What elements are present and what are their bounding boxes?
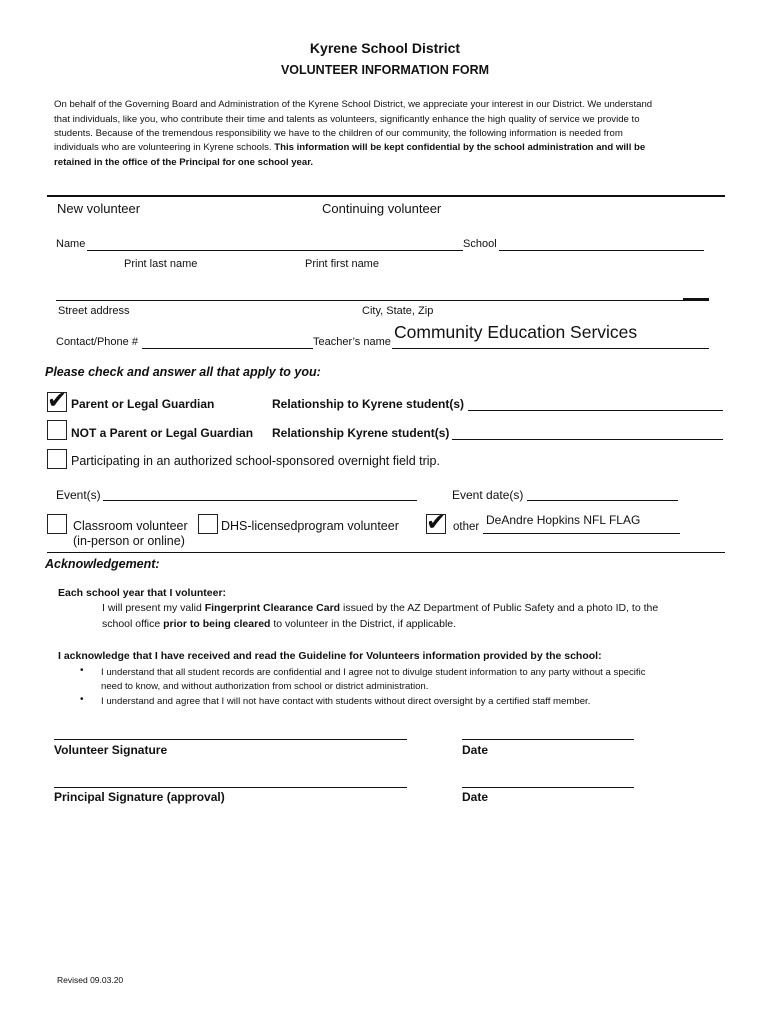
principal-date-label: Date <box>462 790 489 804</box>
other-field[interactable] <box>483 533 680 534</box>
parent-relationship-label: Relationship to Kyrene student(s) <box>272 397 465 411</box>
classroom-volunteer-checkbox[interactable] <box>47 514 67 534</box>
fingerprint-bold: Fingerprint Clearance Card <box>204 602 341 614</box>
volunteer-signature-label: Volunteer Signature <box>54 743 168 757</box>
name-field[interactable] <box>87 250 463 251</box>
volunteer-signature-field[interactable] <box>54 739 407 740</box>
event-dates-label: Event date(s) <box>452 488 524 502</box>
intro-line: that individuals, like you, who contribute their time and talents as volunteers, significantly enhance the high quality of service we provide to <box>54 114 640 125</box>
parent-relationship-field[interactable] <box>468 410 723 411</box>
bullet-text: need to know, and without authorization from school or district administration. <box>101 681 429 692</box>
not-parent-relationship-field[interactable] <box>452 439 723 440</box>
teacher-name-field[interactable] <box>392 348 709 349</box>
address-field[interactable] <box>56 300 709 301</box>
address-field-end <box>683 298 709 300</box>
revised-date: Revised 09.03.20 <box>57 975 124 985</box>
principal-signature-field[interactable] <box>54 787 407 788</box>
contact-phone-field[interactable] <box>142 348 313 349</box>
check-mark-icon: ✔ <box>426 508 447 536</box>
intro-text: individuals who are volunteering in Kyrene schools. <box>54 142 275 153</box>
events-label: Event(s) <box>56 488 101 502</box>
acknowledgement-heading: Acknowledgement: <box>45 557 160 571</box>
name-label: Name <box>56 238 86 250</box>
each-year-heading: Each school year that I volunteer: <box>58 587 227 599</box>
dhs-program-label: DHS-licensedprogram volunteer <box>221 519 399 533</box>
section-divider <box>47 195 725 197</box>
event-dates-field[interactable] <box>527 500 678 501</box>
intro-line <box>54 142 645 153</box>
bullet-text: I understand that all student records are confidential and I agree not to divulge student information to any party without a specific <box>101 667 646 678</box>
school-label: School <box>463 238 497 250</box>
guideline-acknowledgement: I acknowledge that I have received and read the Guideline for Volunteers information provided by the school: <box>58 650 602 662</box>
bullet-icon: • <box>80 665 84 676</box>
principal-date-field[interactable] <box>462 787 634 788</box>
bullet-icon: • <box>80 694 84 705</box>
intro-bold-text: This information will be kept confidential by the school administration and will be <box>274 142 646 153</box>
continuing-volunteer-option[interactable]: Continuing volunteer <box>322 201 442 216</box>
not-parent-relationship-label: Relationship Kyrene student(s) <box>272 426 450 440</box>
form-title: VOLUNTEER INFORMATION FORM <box>280 63 490 77</box>
dhs-program-checkbox[interactable] <box>198 514 218 534</box>
street-address-label: Street address <box>58 305 130 317</box>
teacher-name-label: Teacher’s name <box>313 336 391 348</box>
volunteer-date-label: Date <box>462 743 489 757</box>
not-parent-checkbox[interactable] <box>47 420 67 440</box>
other-value[interactable]: DeAndre Hopkins NFL FLAG <box>486 513 641 527</box>
field-trip-label: Participating in an authorized school-sponsored overnight field trip. <box>71 454 440 468</box>
field-trip-checkbox[interactable] <box>47 449 67 469</box>
check-mark-icon: ✔ <box>47 386 68 414</box>
principal-signature-label: Principal Signature (approval) <box>54 790 225 804</box>
fingerprint-line-2 <box>102 618 456 630</box>
volunteer-date-field[interactable] <box>462 739 634 740</box>
intro-line: students. Because of the tremendous responsibility we have to the children of our community, the following information is needed from <box>54 128 623 139</box>
section-divider <box>47 552 725 553</box>
intro-line: On behalf of the Governing Board and Administration of the Kyrene School District, we appreciate your interest in our District. We understand <box>54 99 653 110</box>
district-title: Kyrene School District <box>309 40 461 56</box>
other-label: other <box>453 521 480 533</box>
fingerprint-text: issued by the AZ Department of Public Safety and a photo ID, to the <box>340 602 659 614</box>
not-parent-label: NOT a Parent or Legal Guardian <box>71 426 254 440</box>
fingerprint-text: school office <box>102 618 164 630</box>
fingerprint-line-1 <box>102 602 658 614</box>
teacher-name-value[interactable]: Community Education Services <box>394 322 638 342</box>
contact-phone-label: Contact/Phone # <box>56 336 138 348</box>
city-state-zip-label: City, State, Zip <box>362 305 434 317</box>
new-volunteer-option[interactable]: New volunteer <box>57 201 141 216</box>
intro-line: retained in the office of the Principal for one school year. <box>54 157 314 168</box>
fingerprint-text: to volunteer in the District, if applicable. <box>270 618 457 630</box>
parent-label: Parent or Legal Guardian <box>71 397 215 411</box>
prior-cleared-bold: prior to being cleared <box>163 618 271 630</box>
classroom-volunteer-label: Classroom volunteer <box>73 519 188 533</box>
classroom-volunteer-sublabel: (in-person or online) <box>73 534 185 548</box>
bullet-text: I understand and agree that I will not have contact with students without direct oversight by a certified staff member. <box>101 696 591 707</box>
school-field[interactable] <box>499 250 704 251</box>
print-first-name-label: Print first name <box>305 258 379 270</box>
print-last-name-label: Print last name <box>124 258 198 270</box>
events-field[interactable] <box>103 500 417 501</box>
fingerprint-text: I will present my valid <box>102 602 205 614</box>
check-section-heading: Please check and answer all that apply to you: <box>45 365 321 379</box>
